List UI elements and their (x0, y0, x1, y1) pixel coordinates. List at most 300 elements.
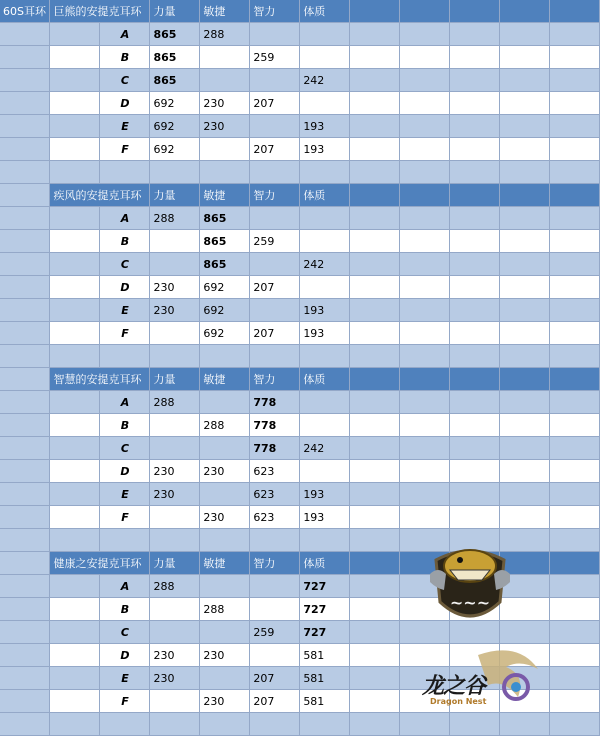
svg-text:~~~: ~~~ (449, 593, 491, 612)
stat-value (150, 414, 200, 437)
stat-value: 288 (150, 575, 200, 598)
stat-value: 865 (200, 253, 250, 276)
empty-cell (549, 437, 599, 460)
stat-value (300, 46, 350, 69)
table-row (0, 69, 600, 92)
stat-value: 230 (200, 115, 250, 138)
dragon-nest-logo (408, 645, 543, 717)
empty-cell (350, 529, 400, 552)
empty-cell (300, 529, 350, 552)
empty-cell (350, 391, 400, 414)
empty-cell (100, 161, 150, 184)
empty-cell (0, 460, 50, 483)
empty-cell (549, 690, 599, 713)
stat-value (150, 506, 200, 529)
empty-cell (350, 115, 400, 138)
stat-value: 288 (150, 391, 200, 414)
empty-cell (450, 391, 500, 414)
empty-cell (549, 644, 599, 667)
stat-value: 727 (300, 621, 350, 644)
column-header: 敏捷 (200, 0, 250, 23)
empty-cell (549, 0, 599, 23)
empty-cell (549, 483, 599, 506)
empty-cell (400, 138, 450, 161)
empty-cell (50, 207, 100, 230)
empty-cell (549, 598, 599, 621)
empty-cell (350, 161, 400, 184)
stat-value: 230 (200, 460, 250, 483)
empty-cell (350, 483, 400, 506)
empty-cell (450, 253, 500, 276)
empty-cell (450, 276, 500, 299)
stat-value: 230 (150, 644, 200, 667)
empty-cell (0, 621, 50, 644)
empty-cell (450, 184, 500, 207)
empty-cell (450, 46, 500, 69)
empty-cell (350, 598, 400, 621)
empty-cell (500, 276, 550, 299)
stat-value (150, 437, 200, 460)
empty-cell (500, 253, 550, 276)
stat-value (250, 644, 300, 667)
table-row (0, 138, 600, 161)
stat-value: 288 (200, 598, 250, 621)
stat-value: 230 (200, 690, 250, 713)
empty-cell (0, 322, 50, 345)
stat-value: 778 (250, 391, 300, 414)
empty-cell (500, 46, 550, 69)
table-row (0, 115, 600, 138)
stat-value: 193 (300, 322, 350, 345)
empty-cell (400, 46, 450, 69)
empty-cell (350, 667, 400, 690)
empty-cell (0, 483, 50, 506)
empty-cell (400, 230, 450, 253)
empty-cell (450, 368, 500, 391)
empty-cell (549, 713, 599, 736)
empty-cell (400, 299, 450, 322)
empty-cell (400, 184, 450, 207)
empty-cell (500, 0, 550, 23)
empty-cell (0, 575, 50, 598)
empty-cell (250, 529, 300, 552)
stat-value: 581 (300, 690, 350, 713)
empty-cell (100, 713, 150, 736)
empty-cell (50, 690, 100, 713)
empty-cell (400, 483, 450, 506)
empty-cell (549, 322, 599, 345)
variant-letter: D (100, 276, 150, 299)
empty-cell (549, 575, 599, 598)
variant-letter: F (100, 138, 150, 161)
empty-cell (549, 368, 599, 391)
empty-cell (350, 460, 400, 483)
empty-cell (549, 46, 599, 69)
empty-cell (350, 575, 400, 598)
stat-value: 778 (250, 437, 300, 460)
stat-value: 727 (300, 598, 350, 621)
empty-cell (500, 460, 550, 483)
stat-value: 581 (300, 644, 350, 667)
stat-value: 692 (200, 276, 250, 299)
empty-cell (549, 161, 599, 184)
empty-cell (50, 667, 100, 690)
empty-cell (350, 368, 400, 391)
table-row (0, 230, 600, 253)
empty-cell (0, 253, 50, 276)
empty-cell (450, 115, 500, 138)
table-row (0, 92, 600, 115)
empty-cell (50, 138, 100, 161)
empty-cell (350, 644, 400, 667)
empty-cell (549, 138, 599, 161)
stat-value: 207 (250, 667, 300, 690)
empty-cell (500, 414, 550, 437)
stat-value (150, 253, 200, 276)
empty-cell (549, 345, 599, 368)
empty-cell (50, 529, 100, 552)
stat-value (200, 621, 250, 644)
empty-cell (150, 713, 200, 736)
stat-value: 193 (300, 483, 350, 506)
stat-value: 230 (150, 667, 200, 690)
stat-value (200, 437, 250, 460)
variant-letter: A (100, 575, 150, 598)
stat-value: 288 (200, 23, 250, 46)
empty-cell (350, 299, 400, 322)
empty-cell (50, 276, 100, 299)
empty-cell (350, 322, 400, 345)
stat-value (300, 23, 350, 46)
empty-cell (350, 46, 400, 69)
empty-cell (549, 253, 599, 276)
empty-cell (500, 230, 550, 253)
empty-cell (0, 506, 50, 529)
empty-cell (50, 644, 100, 667)
stat-value: 230 (200, 644, 250, 667)
empty-cell (500, 345, 550, 368)
stat-value: 692 (200, 322, 250, 345)
column-header: 力量 (150, 184, 200, 207)
variant-letter: D (100, 644, 150, 667)
empty-cell (50, 92, 100, 115)
table-row (0, 253, 600, 276)
stat-value (300, 391, 350, 414)
empty-cell (500, 299, 550, 322)
empty-cell (350, 138, 400, 161)
column-header: 敏捷 (200, 552, 250, 575)
empty-cell (549, 69, 599, 92)
empty-cell (250, 345, 300, 368)
empty-cell (200, 345, 250, 368)
stat-value (300, 460, 350, 483)
stat-value: 193 (300, 506, 350, 529)
stat-value: 623 (250, 506, 300, 529)
empty-cell (0, 391, 50, 414)
section-prefix (0, 552, 50, 575)
table-row (0, 437, 600, 460)
empty-cell (200, 713, 250, 736)
stat-value: 230 (150, 276, 200, 299)
empty-cell (200, 161, 250, 184)
stat-value: 242 (300, 253, 350, 276)
empty-cell (0, 161, 50, 184)
empty-cell (549, 230, 599, 253)
empty-cell (400, 345, 450, 368)
empty-cell (500, 483, 550, 506)
column-header: 力量 (150, 368, 200, 391)
variant-letter: E (100, 299, 150, 322)
stat-value (250, 207, 300, 230)
empty-cell (400, 0, 450, 23)
empty-cell (50, 713, 100, 736)
table-row (0, 46, 600, 69)
empty-cell (400, 322, 450, 345)
stat-value: 242 (300, 437, 350, 460)
empty-cell (350, 437, 400, 460)
empty-cell (50, 23, 100, 46)
variant-letter: F (100, 506, 150, 529)
stat-value (250, 69, 300, 92)
empty-cell (500, 368, 550, 391)
empty-cell (300, 345, 350, 368)
variant-letter: A (100, 207, 150, 230)
stat-value (200, 575, 250, 598)
empty-cell (450, 483, 500, 506)
stat-value (200, 391, 250, 414)
variant-letter: C (100, 253, 150, 276)
empty-cell (0, 644, 50, 667)
stat-value (300, 230, 350, 253)
empty-cell (549, 506, 599, 529)
empty-cell (0, 690, 50, 713)
empty-cell (50, 506, 100, 529)
empty-cell (0, 138, 50, 161)
empty-cell (400, 69, 450, 92)
logo-subtitle: Dragon Nest (430, 697, 487, 706)
empty-cell (400, 414, 450, 437)
empty-cell (350, 207, 400, 230)
column-header: 敏捷 (200, 368, 250, 391)
empty-cell (400, 23, 450, 46)
section-title: 疾风的安提克耳环 (50, 184, 150, 207)
table-row (0, 414, 600, 437)
stat-value: 259 (250, 46, 300, 69)
empty-cell (300, 161, 350, 184)
empty-cell (0, 437, 50, 460)
variant-letter: A (100, 391, 150, 414)
section-prefix (0, 368, 50, 391)
empty-cell (150, 345, 200, 368)
empty-cell (450, 23, 500, 46)
variant-letter: F (100, 690, 150, 713)
empty-cell (549, 414, 599, 437)
empty-cell (50, 69, 100, 92)
stat-value: 692 (150, 115, 200, 138)
stat-value: 692 (200, 299, 250, 322)
variant-letter: B (100, 414, 150, 437)
empty-cell (400, 115, 450, 138)
empty-cell (50, 621, 100, 644)
stat-value: 623 (250, 460, 300, 483)
empty-cell (50, 483, 100, 506)
empty-cell (50, 299, 100, 322)
stat-value: 230 (150, 460, 200, 483)
empty-cell (0, 230, 50, 253)
empty-cell (350, 276, 400, 299)
stat-value (150, 690, 200, 713)
empty-cell (50, 598, 100, 621)
empty-cell (350, 0, 400, 23)
empty-cell (0, 529, 50, 552)
stat-value (300, 276, 350, 299)
empty-cell (400, 437, 450, 460)
empty-cell (350, 253, 400, 276)
variant-letter: E (100, 483, 150, 506)
stat-value: 259 (250, 230, 300, 253)
stat-value: 865 (200, 230, 250, 253)
empty-cell (400, 460, 450, 483)
stat-value: 207 (250, 138, 300, 161)
stat-value: 242 (300, 69, 350, 92)
stat-value: 623 (250, 483, 300, 506)
empty-cell (500, 23, 550, 46)
empty-cell (450, 299, 500, 322)
logo-title: 龙之谷 (422, 673, 486, 699)
section-title: 智慧的安提克耳环 (50, 368, 150, 391)
empty-cell (50, 161, 100, 184)
empty-cell (400, 391, 450, 414)
empty-cell (350, 230, 400, 253)
empty-cell (500, 115, 550, 138)
stat-value: 207 (250, 690, 300, 713)
empty-cell (250, 161, 300, 184)
stat-value: 692 (150, 92, 200, 115)
empty-cell (549, 299, 599, 322)
empty-cell (549, 621, 599, 644)
empty-cell (0, 667, 50, 690)
empty-cell (450, 69, 500, 92)
stat-value: 230 (200, 506, 250, 529)
empty-cell (0, 299, 50, 322)
stat-value (200, 138, 250, 161)
stat-value: 865 (200, 207, 250, 230)
empty-cell (300, 713, 350, 736)
empty-cell (450, 161, 500, 184)
empty-cell (0, 23, 50, 46)
stat-value: 727 (300, 575, 350, 598)
empty-cell (500, 437, 550, 460)
empty-cell (50, 345, 100, 368)
empty-cell (500, 92, 550, 115)
empty-cell (350, 184, 400, 207)
section-title: 巨熊的安提克耳环 (50, 0, 150, 23)
column-header: 智力 (250, 368, 300, 391)
empty-cell (450, 230, 500, 253)
stat-value: 230 (150, 299, 200, 322)
variant-letter: D (100, 460, 150, 483)
empty-cell (350, 552, 400, 575)
empty-cell (450, 138, 500, 161)
table-row (0, 506, 600, 529)
empty-cell (100, 345, 150, 368)
stat-value (250, 575, 300, 598)
stat-value: 230 (150, 483, 200, 506)
stat-value: 230 (200, 92, 250, 115)
empty-cell (450, 345, 500, 368)
empty-cell (50, 391, 100, 414)
empty-cell (549, 391, 599, 414)
table-row (0, 391, 600, 414)
variant-letter: C (100, 621, 150, 644)
empty-cell (0, 713, 50, 736)
stat-value (300, 207, 350, 230)
empty-cell (500, 322, 550, 345)
stat-value: 193 (300, 115, 350, 138)
stat-value: 193 (300, 138, 350, 161)
variant-letter: A (100, 23, 150, 46)
variant-letter: F (100, 322, 150, 345)
column-header: 智力 (250, 0, 300, 23)
column-header: 力量 (150, 0, 200, 23)
variant-letter: D (100, 92, 150, 115)
empty-cell (50, 460, 100, 483)
empty-cell (0, 345, 50, 368)
empty-cell (549, 23, 599, 46)
empty-cell (500, 207, 550, 230)
empty-cell (350, 345, 400, 368)
stat-value: 778 (250, 414, 300, 437)
spacer-row (0, 345, 600, 368)
empty-cell (500, 69, 550, 92)
empty-cell (400, 207, 450, 230)
empty-cell (350, 69, 400, 92)
empty-cell (0, 207, 50, 230)
empty-cell (549, 667, 599, 690)
empty-cell (500, 506, 550, 529)
empty-cell (0, 598, 50, 621)
column-header: 智力 (250, 184, 300, 207)
empty-cell (50, 115, 100, 138)
stat-value: 692 (150, 138, 200, 161)
empty-cell (50, 46, 100, 69)
stat-value: 207 (250, 276, 300, 299)
empty-cell (400, 253, 450, 276)
stat-value (150, 230, 200, 253)
empty-cell (50, 575, 100, 598)
table-row (0, 299, 600, 322)
empty-cell (500, 184, 550, 207)
stat-value (250, 598, 300, 621)
variant-letter: E (100, 667, 150, 690)
empty-cell (400, 506, 450, 529)
stat-value (200, 46, 250, 69)
empty-cell (250, 713, 300, 736)
empty-cell (500, 391, 550, 414)
empty-cell (450, 0, 500, 23)
empty-cell (450, 414, 500, 437)
empty-cell (549, 552, 599, 575)
stat-value (300, 414, 350, 437)
empty-cell (350, 690, 400, 713)
empty-cell (0, 115, 50, 138)
variant-letter: B (100, 46, 150, 69)
column-header: 智力 (250, 552, 300, 575)
guild-emblem-image (424, 540, 516, 632)
stat-value (250, 299, 300, 322)
section-header-row (0, 0, 600, 23)
empty-cell (50, 414, 100, 437)
